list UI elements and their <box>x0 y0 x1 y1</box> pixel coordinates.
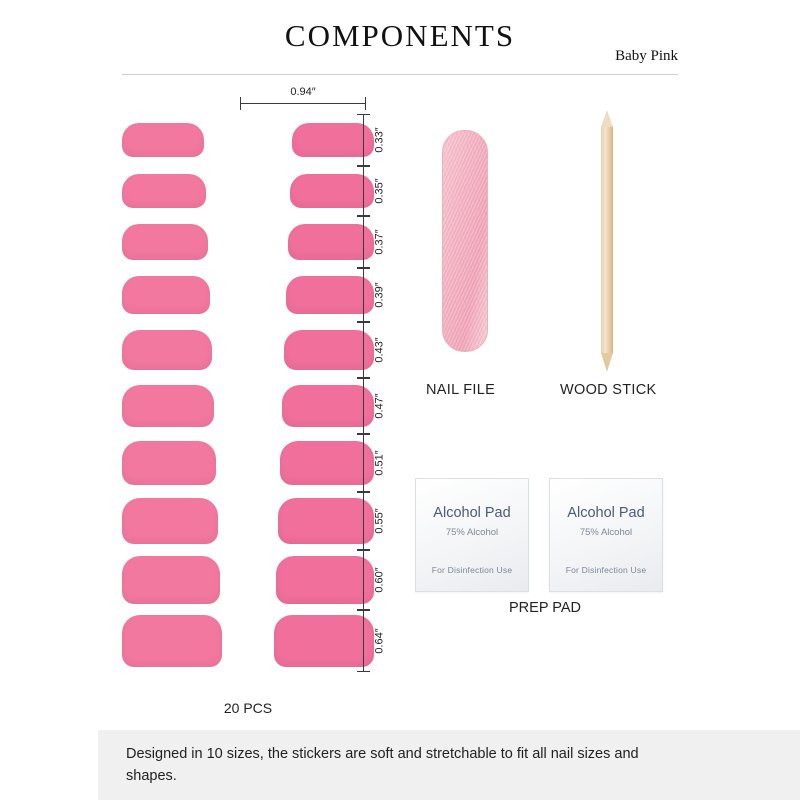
variant-name: Baby Pink <box>615 48 678 64</box>
size-dimension-label: 0.51″ <box>373 450 386 476</box>
alcohol-pad-subtitle: 75% Alcohol <box>579 527 633 538</box>
footer-text: Designed in 10 sizes, the stickers are soft and stretchable to fit all nail sizes and shapes. <box>126 746 639 784</box>
size-dimension-tick-top <box>357 378 370 379</box>
sticker-row <box>122 550 374 610</box>
size-dimension <box>354 216 400 268</box>
page-title: COMPONENTS <box>284 18 516 53</box>
nail-file-label: NAIL FILE <box>426 382 496 398</box>
sticker-row <box>122 216 374 268</box>
size-dimension-tick-top <box>357 322 370 323</box>
wood-stick <box>598 126 616 354</box>
wood-stick-tip-bottom <box>601 353 613 372</box>
alcohol-pad-footer: For Disinfection Use <box>431 565 513 575</box>
size-dimension-tick-top <box>357 166 370 167</box>
nail-sticker <box>122 385 214 427</box>
nail-file-icon <box>442 130 488 352</box>
alcohol-pad-right <box>549 478 663 592</box>
size-dimension-tick-bottom <box>357 671 370 672</box>
alcohol-pad-title: Alcohol Pad <box>433 505 511 521</box>
width-dimension-tick-right <box>365 97 366 110</box>
nail-file <box>442 130 486 350</box>
sticker-sheet <box>122 86 386 684</box>
size-dimension-column <box>354 114 400 672</box>
size-dimension <box>354 114 400 166</box>
size-dimension <box>354 166 400 216</box>
wood-stick-tip-top <box>601 110 613 127</box>
nail-sticker <box>122 276 210 314</box>
alcohol-pad-subtitle: 75% Alcohol <box>445 527 499 538</box>
size-dimension-tick-top <box>357 216 370 217</box>
width-dimension-tick-left <box>240 97 241 110</box>
size-dimension-label: 0.47″ <box>373 393 386 419</box>
size-dimension-label: 0.60″ <box>373 567 386 593</box>
header-divider <box>122 74 678 75</box>
size-dimension-label: 0.64″ <box>373 628 386 654</box>
size-dimension-line <box>363 434 364 492</box>
width-dimension <box>240 86 366 112</box>
sticker-row <box>122 610 374 672</box>
size-dimension-tick-top <box>357 492 370 493</box>
size-dimension-line <box>363 550 364 610</box>
nail-sticker <box>122 123 204 157</box>
size-dimension-line <box>363 322 364 378</box>
nail-sticker <box>122 224 208 260</box>
sticker-rows <box>122 114 374 672</box>
nail-sticker <box>122 498 218 544</box>
alcohol-pad-footer: For Disinfection Use <box>565 565 647 575</box>
size-dimension <box>354 550 400 610</box>
wood-stick-label: WOOD STICK <box>560 382 657 398</box>
size-dimension <box>354 322 400 378</box>
size-dimension-line <box>363 114 364 166</box>
prep-pad-label: PREP PAD <box>509 600 581 616</box>
sticker-row <box>122 114 374 166</box>
size-dimension-line <box>363 492 364 550</box>
size-dimension-label: 0.55″ <box>373 508 386 534</box>
footer-bar <box>98 730 800 800</box>
size-dimension <box>354 492 400 550</box>
nail-sticker <box>122 330 212 370</box>
size-dimension-tick-top <box>357 550 370 551</box>
size-dimension-label: 0.39″ <box>373 282 386 308</box>
sticker-row <box>122 166 374 216</box>
size-dimension-label: 0.43″ <box>373 337 386 363</box>
sticker-row <box>122 322 374 378</box>
size-dimension-label: 0.35″ <box>373 178 386 204</box>
sticker-row <box>122 492 374 550</box>
size-dimension <box>354 378 400 434</box>
nail-sticker <box>122 174 206 208</box>
size-dimension <box>354 434 400 492</box>
nail-sticker <box>122 556 220 604</box>
size-dimension-line <box>363 166 364 216</box>
wood-stick-icon <box>601 126 613 354</box>
sticker-row <box>122 378 374 434</box>
size-dimension-line <box>363 378 364 434</box>
size-dimension-tick-top <box>357 114 370 115</box>
size-dimension-tick-top <box>357 610 370 611</box>
size-dimension-line <box>363 216 364 268</box>
size-dimension <box>354 610 400 672</box>
size-dimension-tick-top <box>357 268 370 269</box>
alcohol-pad-left <box>415 478 529 592</box>
size-dimension <box>354 268 400 322</box>
alcohol-pad-title: Alcohol Pad <box>567 505 645 521</box>
nail-sticker <box>122 441 216 485</box>
prep-pads-group <box>415 478 675 616</box>
size-dimension-tick-top <box>357 434 370 435</box>
size-dimension-label: 0.37″ <box>373 229 386 255</box>
nail-sticker <box>122 615 222 667</box>
pieces-count-label: 20 PCS <box>223 700 273 716</box>
width-dimension-line <box>240 103 366 104</box>
size-dimension-label: 0.33″ <box>373 127 386 153</box>
sticker-row <box>122 434 374 492</box>
size-dimension-line <box>363 610 364 672</box>
sticker-row <box>122 268 374 322</box>
width-dimension-label: 0.94″ <box>290 86 316 98</box>
size-dimension-line <box>363 268 364 322</box>
